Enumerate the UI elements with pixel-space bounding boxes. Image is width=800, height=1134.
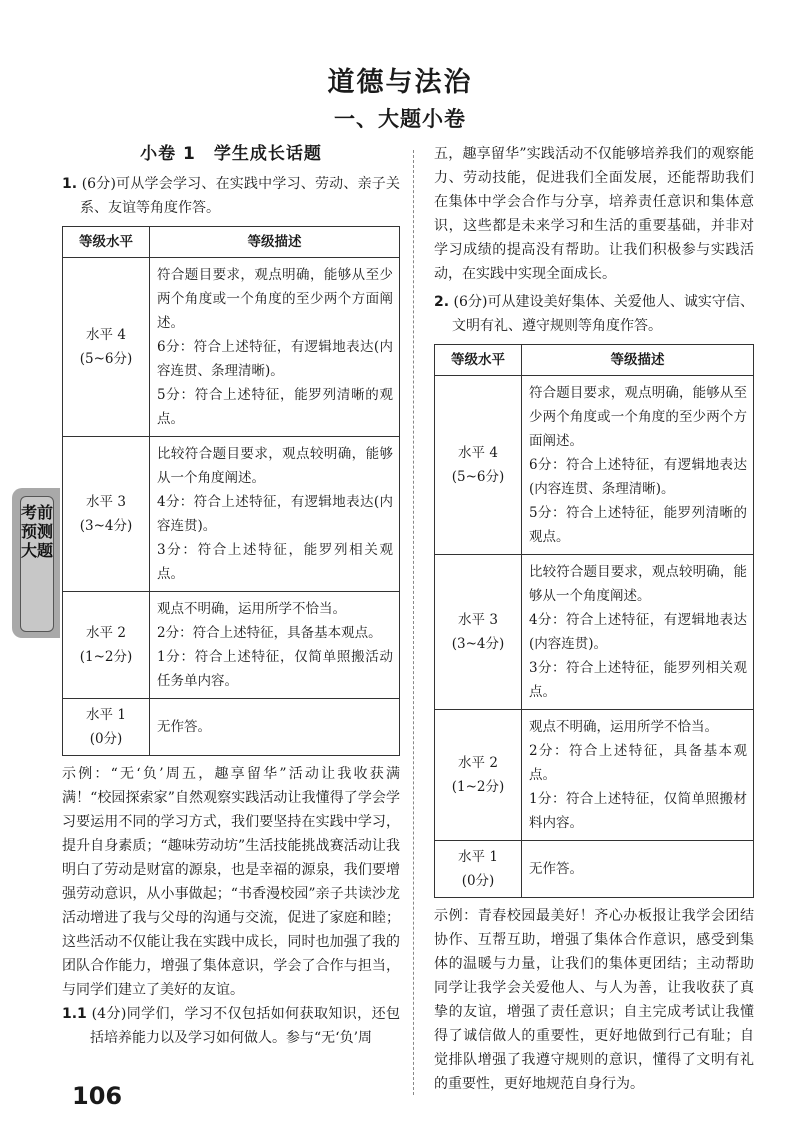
description-cell — [150, 699, 400, 756]
description-line: 1分：符合上述特征，仅简单照搬材料内容。 — [529, 791, 747, 831]
description-line: 4分：符合上述特征，有逻辑地表达(内容连贯)。 — [529, 612, 747, 652]
question-number: 1.1 — [62, 1006, 87, 1022]
side-tab-label: 考前预测大题 — [21, 503, 54, 560]
grading-table — [434, 344, 754, 898]
description-cell — [150, 437, 400, 592]
description-line: 2分：符合上述特征，具备基本观点。 — [529, 743, 747, 783]
continuation-text: 五，趣享留华”实践活动不仅能够培养我们的观察能力、劳动技能，促进我们全面发展，还能帮助我们在集体中学会合作与分享，培养责任意识和集体意识，这些都是未来学习和生活的重要基础，并非对学习成绩的提高没有帮助。让我们积极参与实践活动，在实践中实现全面成长。 — [434, 146, 754, 282]
right-column — [434, 142, 754, 1096]
level-range: (1~2分) — [79, 649, 133, 665]
grading-table — [62, 226, 400, 756]
description-line: 观点不明确，运用所学不恰当。 — [529, 719, 718, 735]
level-name: 水平 4 — [86, 327, 126, 343]
table-row — [63, 437, 400, 592]
side-tab — [12, 488, 60, 638]
description-line: 1分：符合上述特征，仅简单照搬活动任务单内容。 — [157, 649, 393, 689]
description-line: 无作答。 — [529, 861, 583, 877]
description-line: 观点不明确，运用所学不恰当。 — [157, 601, 346, 617]
side-tab-frame — [20, 496, 54, 632]
level-cell — [435, 555, 522, 710]
description-line: 5分：符合上述特征，能罗列清晰的观点。 — [157, 387, 393, 427]
level-cell — [435, 710, 522, 841]
example-answer: 示例：“无‘负’周五，趣享留华”活动让我收获满满！“校园探索家”自然观察实践活动让我懂得了学会学习要运用不同的学习方式，我们要坚持在实践中学习，提升自身素质；“趣味劳动坊”生活技能挑战赛活动让我明白了劳动是财富的源泉，也是幸福的源泉，我们要增强劳动意识，从小事做起；“书香漫校园”亲子共读沙龙活动增进了我与父母的沟通与交流，促进了家庭和睦；这些活动不仅能让我在实践中成长，同时也加强了我的团队合作能力，增强了集体意识，学会了合作与担当，与同学们建立了美好的友谊。 — [62, 766, 400, 998]
level-name: 水平 2 — [86, 625, 126, 641]
table-row — [435, 376, 754, 555]
example-answer: 示例：青春校园最美好！齐心办板报让我学会团结协作、互帮互助，增强了集体合作意识，感受到集体的温暖与力量，让我们的集体更团结；主动帮助同学让我学会关爱他人、与人为善，让我收获了真挚的友谊，增强了责任意识；自主完成考试让我懂得了诚信做人的重要性，更好地做到行己有耻；自觉排队增强了我遵守规则的意识，懂得了文明有礼的重要性，更好地规范自身行为。 — [434, 908, 754, 1092]
level-name: 水平 1 — [458, 849, 498, 865]
table-header: 等级描述 — [522, 345, 754, 376]
description-cell — [150, 592, 400, 699]
level-range: (3~4分) — [451, 636, 505, 652]
section-title: 小卷 1 学生成长话题 — [140, 144, 322, 164]
question-1 — [62, 172, 400, 220]
level-name: 水平 2 — [458, 755, 498, 771]
description-cell — [522, 710, 754, 841]
level-cell — [63, 437, 150, 592]
table-row — [63, 258, 400, 437]
page-number: 106 — [72, 1082, 123, 1110]
level-cell — [63, 699, 150, 756]
table-header: 等级水平 — [435, 345, 522, 376]
description-cell — [522, 841, 754, 898]
description-line: 5分：符合上述特征，能罗列清晰的观点。 — [529, 505, 747, 545]
description-cell — [522, 555, 754, 710]
description-line: 6分：符合上述特征，有逻辑地表达(内容连贯、条理清晰)。 — [529, 457, 747, 497]
description-cell — [522, 376, 754, 555]
description-line: 4分：符合上述特征，有逻辑地表达(内容连贯)。 — [157, 494, 393, 534]
description-cell — [150, 258, 400, 437]
level-range: (3~4分) — [79, 518, 133, 534]
table-header-row — [63, 227, 400, 258]
level-name: 水平 3 — [458, 612, 498, 628]
table-row — [435, 710, 754, 841]
description-line: 3分：符合上述特征，能罗列相关观点。 — [157, 542, 393, 582]
table-row — [63, 592, 400, 699]
question-number: 1. — [62, 176, 78, 192]
question-1-1 — [62, 1002, 400, 1050]
level-range: (0分) — [461, 873, 495, 889]
page-title: 道德与法治 — [327, 67, 473, 98]
left-column — [62, 142, 400, 1050]
description-line: 符合题目要求，观点明确，能够从至少两个角度或一个角度的至少两个方面阐述。 — [529, 385, 747, 449]
level-cell — [63, 592, 150, 699]
description-line: 6分：符合上述特征，有逻辑地表达(内容连贯、条理清晰)。 — [157, 339, 393, 379]
question-text: (6分)可从学会学习、在实践中学习、劳动、亲子关系、友谊等角度作答。 — [80, 176, 400, 216]
page-subtitle: 一、大题小卷 — [334, 107, 466, 131]
table-row — [63, 699, 400, 756]
level-cell — [435, 376, 522, 555]
description-line: 比较符合题目要求，观点较明确，能够从一个角度阐述。 — [529, 564, 747, 604]
level-name: 水平 4 — [458, 445, 498, 461]
description-line: 3分：符合上述特征，能罗列相关观点。 — [529, 660, 747, 700]
level-range: (5~6分) — [451, 469, 505, 485]
level-cell — [435, 841, 522, 898]
question-text: (4分)同学们，学习不仅包括如何获取知识，还包括培养能力以及学习如何做人。参与“无‘负’周 — [90, 1006, 400, 1046]
column-divider — [413, 150, 414, 1095]
level-name: 水平 3 — [86, 494, 126, 510]
level-name: 水平 1 — [86, 707, 126, 723]
question-2 — [434, 290, 754, 338]
description-line: 比较符合题目要求，观点较明确，能够从一个角度阐述。 — [157, 446, 393, 486]
description-line: 无作答。 — [157, 719, 211, 735]
description-line: 符合题目要求，观点明确，能够从至少两个角度或一个角度的至少两个方面阐述。 — [157, 267, 393, 331]
level-range: (1~2分) — [451, 779, 505, 795]
level-range: (5~6分) — [79, 351, 133, 367]
table-header-row — [435, 345, 754, 376]
level-range: (0分) — [89, 731, 123, 747]
level-cell — [63, 258, 150, 437]
table-row — [435, 841, 754, 898]
question-text: (6分)可从建设美好集体、关爱他人、诚实守信、文明有礼、遵守规则等角度作答。 — [452, 294, 754, 334]
question-number: 2. — [434, 294, 450, 310]
table-header: 等级描述 — [150, 227, 400, 258]
table-header: 等级水平 — [63, 227, 150, 258]
description-line: 2分：符合上述特征，具备基本观点。 — [157, 625, 382, 641]
table-row — [435, 555, 754, 710]
